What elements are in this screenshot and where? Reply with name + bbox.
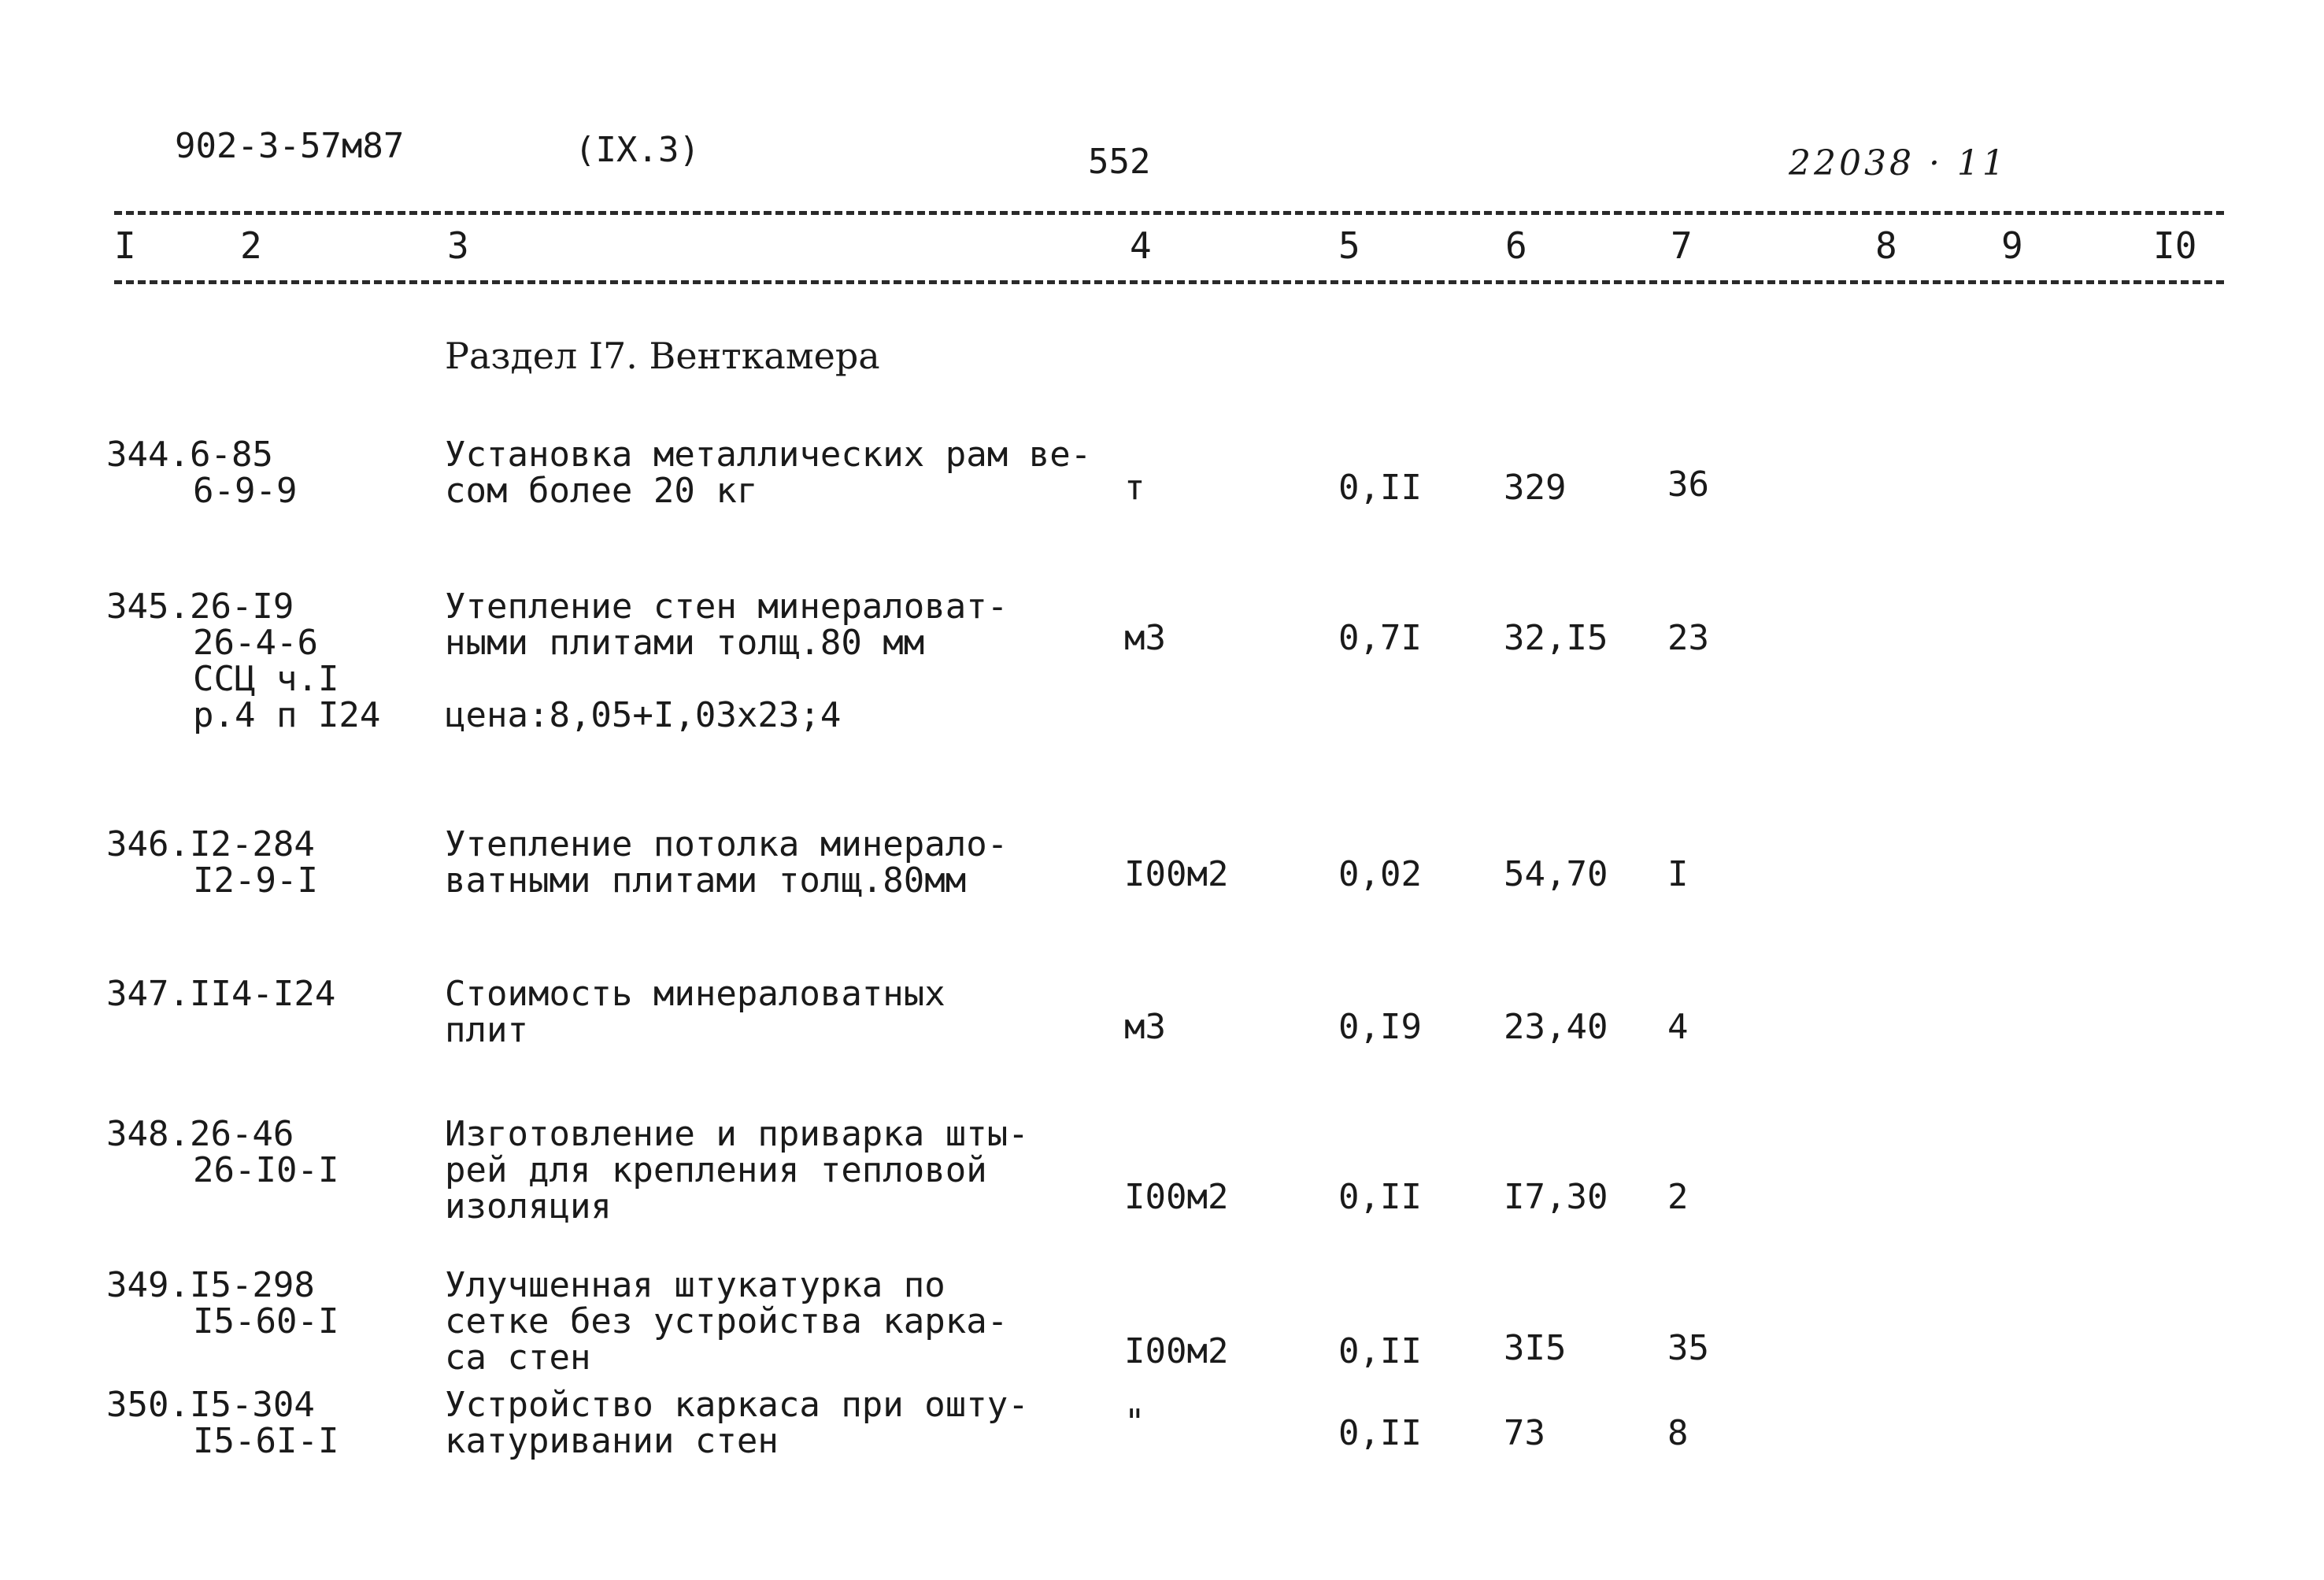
column-number-7: 7	[1671, 224, 1693, 267]
top-dashed-rule	[114, 211, 2224, 215]
row-code: 349.I5-298 I5-60-I	[106, 1265, 339, 1341]
row-price: 329	[1504, 468, 1567, 508]
column-number-3: 3	[447, 224, 469, 267]
column-number-2: 2	[240, 224, 262, 267]
row-price: 32,I5	[1504, 618, 1608, 658]
column-number-10: I0	[2153, 224, 2197, 267]
row-code: 350.I5-304 I5-6I-I	[106, 1385, 339, 1461]
section-title: Раздел I7. Венткамера	[445, 335, 880, 377]
row-unit-ditto: "	[1124, 1402, 1145, 1442]
row-quantity: 0,02	[1338, 854, 1422, 894]
row-unit: м3	[1124, 618, 1166, 658]
row-total: 4	[1667, 1007, 1689, 1047]
section-code: (IX.3)	[575, 130, 700, 170]
row-quantity: 0,II	[1338, 1413, 1422, 1453]
row-description: Устройство каркаса при ошту- катуривании стен	[445, 1385, 1029, 1461]
row-quantity: 0,II	[1338, 1331, 1422, 1371]
row-quantity: 0,I9	[1338, 1007, 1422, 1047]
row-description: Улучшенная штукатурка по сетке без устройства карка- са стен	[445, 1265, 1008, 1378]
column-number-5: 5	[1338, 224, 1360, 267]
row-unit: I00м2	[1124, 854, 1229, 894]
column-number-6: 6	[1505, 224, 1527, 267]
row-unit: м3	[1124, 1007, 1166, 1047]
page-number: 552	[1088, 142, 1151, 182]
row-description: Установка металлических рам ве- сом более 20 кг	[445, 435, 1092, 511]
row-total: 35	[1667, 1328, 1709, 1368]
row-total: 36	[1667, 464, 1709, 505]
row-description: Изготовление и приварка шты- рей для крепления тепловой изоляция	[445, 1114, 1029, 1227]
bottom-dashed-rule	[114, 280, 2224, 284]
row-price: 73	[1504, 1413, 1545, 1453]
row-code: 345.26-I9 26-4-6 ССЦ ч.I р.4 п I24	[106, 586, 381, 735]
row-total: 2	[1667, 1177, 1689, 1217]
row-price: I7,30	[1504, 1177, 1608, 1217]
row-price: 23,40	[1504, 1007, 1608, 1047]
row-description: Стоимость минераловатных плит	[445, 974, 946, 1050]
row-code: 347.II4-I24	[106, 974, 336, 1014]
column-number-4: 4	[1130, 224, 1152, 267]
document-code: 902-3-57м87	[175, 126, 405, 166]
column-number-1: I	[114, 224, 136, 267]
row-total: I	[1667, 854, 1689, 894]
row-total: 23	[1667, 618, 1709, 658]
handwritten-number: 22038 · 11	[1789, 143, 2008, 183]
row-unit: I00м2	[1124, 1177, 1229, 1217]
row-price: 3I5	[1504, 1328, 1567, 1368]
row-total: 8	[1667, 1413, 1689, 1453]
row-quantity: 0,II	[1338, 468, 1422, 508]
row-code: 346.I2-284 I2-9-I	[106, 824, 318, 901]
row-unit: I00м2	[1124, 1331, 1229, 1371]
row-unit: т	[1124, 468, 1145, 508]
row-quantity: 0,II	[1338, 1177, 1422, 1217]
row-quantity: 0,7I	[1338, 618, 1422, 658]
row-code: 344.6-85 6-9-9	[106, 435, 298, 511]
row-description: Утепление стен минераловат- ными плитами толщ.80 мм цена:8,05+I,03х23;4	[445, 586, 1008, 735]
column-number-9: 9	[2001, 224, 2023, 267]
row-description: Утепление потолка минерало- ватными плитами толщ.80мм	[445, 824, 1008, 901]
row-price-note: цена:8,05+I,03х23;4	[445, 695, 842, 735]
column-number-8: 8	[1875, 224, 1897, 267]
row-code: 348.26-46 26-I0-I	[106, 1114, 339, 1190]
row-price: 54,70	[1504, 854, 1608, 894]
